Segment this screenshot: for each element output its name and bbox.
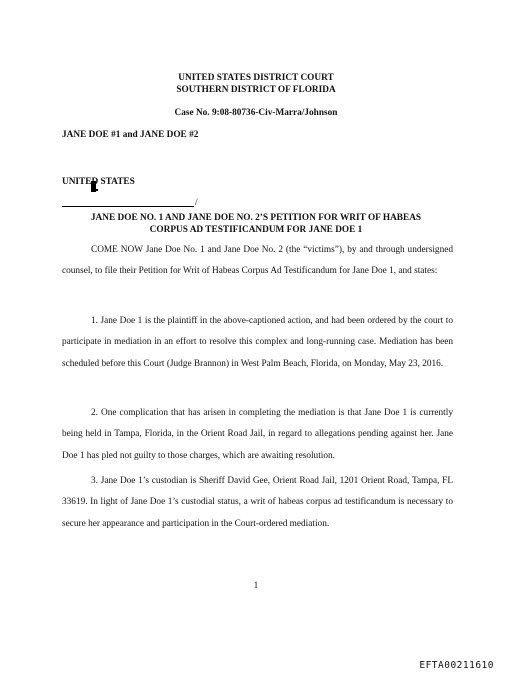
paragraph-3: 3. Jane Doe 1’s custodian is Sheriff David Gee, Orient Road Jail, 1201 Orient Road, Tampa, FL 33619. In light of Jane Doe 1’s custodial status, a writ of habeas corpus ad testificandum is necessary to secure her appearance and participation in the Court-ordered mediation.	[62, 476, 453, 529]
bates-stamp: EFTA00211610	[419, 660, 494, 671]
caption-slash: /	[195, 198, 198, 208]
page-number: 1	[253, 581, 259, 591]
intro-paragraph: COME NOW Jane Doe No. 1 and Jane Doe No. 2 (the “victims”), by and through undersigned counsel, to file their Petition for Writ of Habeas Corpus Ad Testificandum for Jane Doe 1, and states:	[62, 245, 453, 277]
redaction-mark-tail	[96, 189, 98, 191]
case-number: Case No. 9:08-80736-Civ-Marra/Johnson	[174, 108, 338, 118]
plaintiffs-caption: JANE DOE #1 and JANE DOE #2	[62, 130, 199, 140]
caption-rule	[62, 206, 194, 207]
paragraph-2: 2. One complication that has arisen in completing the mediation is that Jane Doe 1 is currently being held in Tampa, Florida, in the Orient Road Jail, in regard to allegations pending against her. Jane Doe 1 has pled not guilty to those charges, which are awaiting resolution.	[62, 408, 453, 461]
paragraph-1: 1. Jane Doe 1 is the plaintiff in the above-captioned action, and had been ordered by the court to participate in mediation in an effort to resolve this complex and long-running case. Mediation has been scheduled before this Court (Judge Brannon) in West Palm Beach, Florida, on Monday, May 23, 2016.	[62, 316, 453, 369]
court-district: SOUTHERN DISTRICT OF FLORIDA	[176, 85, 336, 95]
petition-title-line2: CORPUS AD TESTIFICANDUM FOR JANE DOE 1	[149, 225, 363, 235]
court-name: UNITED STATES DISTRICT COURT	[178, 73, 334, 83]
defendant-caption: UNITED STATES	[62, 177, 135, 187]
petition-title-line1: JANE DOE NO. 1 AND JANE DOE NO. 2’S PETITION FOR WRIT OF HABEAS	[90, 213, 422, 223]
